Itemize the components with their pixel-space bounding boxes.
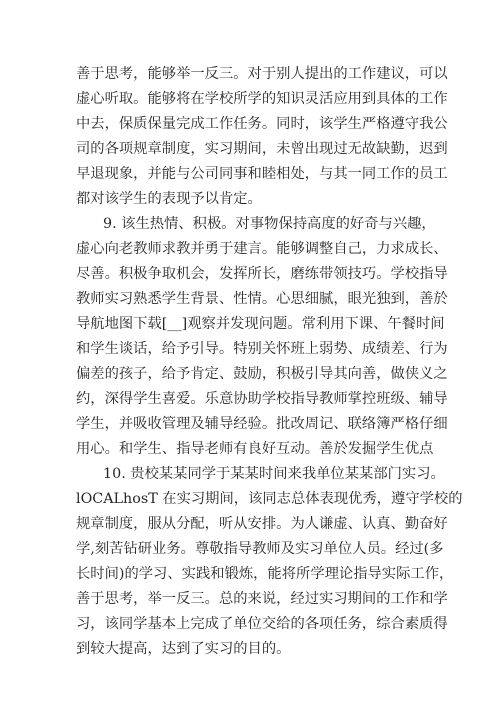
text-line: 导航地图下载[__]观察并发现问题。常利用下课、午餐时间 bbox=[76, 316, 445, 332]
text-line: 早退现象，并能与公司同事和睦相处，与其一同工作的员工 bbox=[76, 166, 448, 182]
text-line: 习，该同学基本上完成了单位交给的各项任务，综合素质得 bbox=[76, 616, 448, 632]
text-line: 教师实习熟悉学生背景、性情。心思细腻，眼光独到，善於 bbox=[76, 291, 448, 307]
text-line: 规章制度，服从分配，听从安排。为人谦虚、认真、勤奋好 bbox=[76, 516, 448, 532]
text-line: 9. 该生热情、积极。对事物保持高度的好奇与兴趣， bbox=[103, 216, 436, 232]
text-line: 虚心听取。能够将在学校所学的知识灵活应用到具体的工作 bbox=[76, 91, 448, 107]
text-line: 学,刻苦钻研业务。尊敬指导教师及实习单位人员。经过(多 bbox=[76, 541, 444, 557]
text-line: 都对该学生的表现予以肯定。 bbox=[76, 191, 262, 207]
text-line: 用心。和学生、指导老师有良好互动。善於发掘学生优点 bbox=[76, 441, 434, 457]
text-line: lOCALhosT 在实习期间，该同志总体表现优秀，遵守学校的 bbox=[76, 491, 463, 507]
text-line: 偏差的孩子，给予肯定、鼓励，积极引导其向善，做侠义之 bbox=[76, 366, 448, 382]
text-line: 司的各项规章制度，实习期间，未曾出现过无故缺勤，迟到 bbox=[76, 141, 448, 157]
text-line: 尽善。积极争取机会，发挥所长，磨练带领技巧。学校指导 bbox=[76, 266, 448, 282]
text-line: 学生，并吸收管理及辅导经验。批改周记、联络簿严格仔细 bbox=[76, 416, 448, 432]
text-line: 善于思考，举一反三。总的来说，经过实习期间的工作和学 bbox=[76, 591, 448, 607]
text-line: 善于思考，能够举一反三。对于别人提出的工作建议，可以 bbox=[76, 66, 448, 82]
text-line: 长时间)的学习、实践和锻炼，能将所学理论指导实际工作， bbox=[76, 566, 454, 582]
text-line: 10. 贵校某某同学于某某时间来我单位某某部门实习。 bbox=[103, 466, 445, 482]
text-line: 和学生谈话，给予引导。特别关怀班上弱势、成绩差、行为 bbox=[76, 341, 448, 357]
text-line: 约，深得学生喜爱。乐意协助学校指导教师掌控班级、辅导 bbox=[76, 391, 448, 407]
text-line: 虚心向老教师求教并勇于建言。能够调整自己，力求成长、 bbox=[76, 241, 448, 257]
text-line: 到较大提高，达到了实习的目的。 bbox=[76, 641, 291, 657]
text-line: 中去，保质保量完成工作任务。同时，该学生严格遵守我公 bbox=[76, 116, 448, 132]
